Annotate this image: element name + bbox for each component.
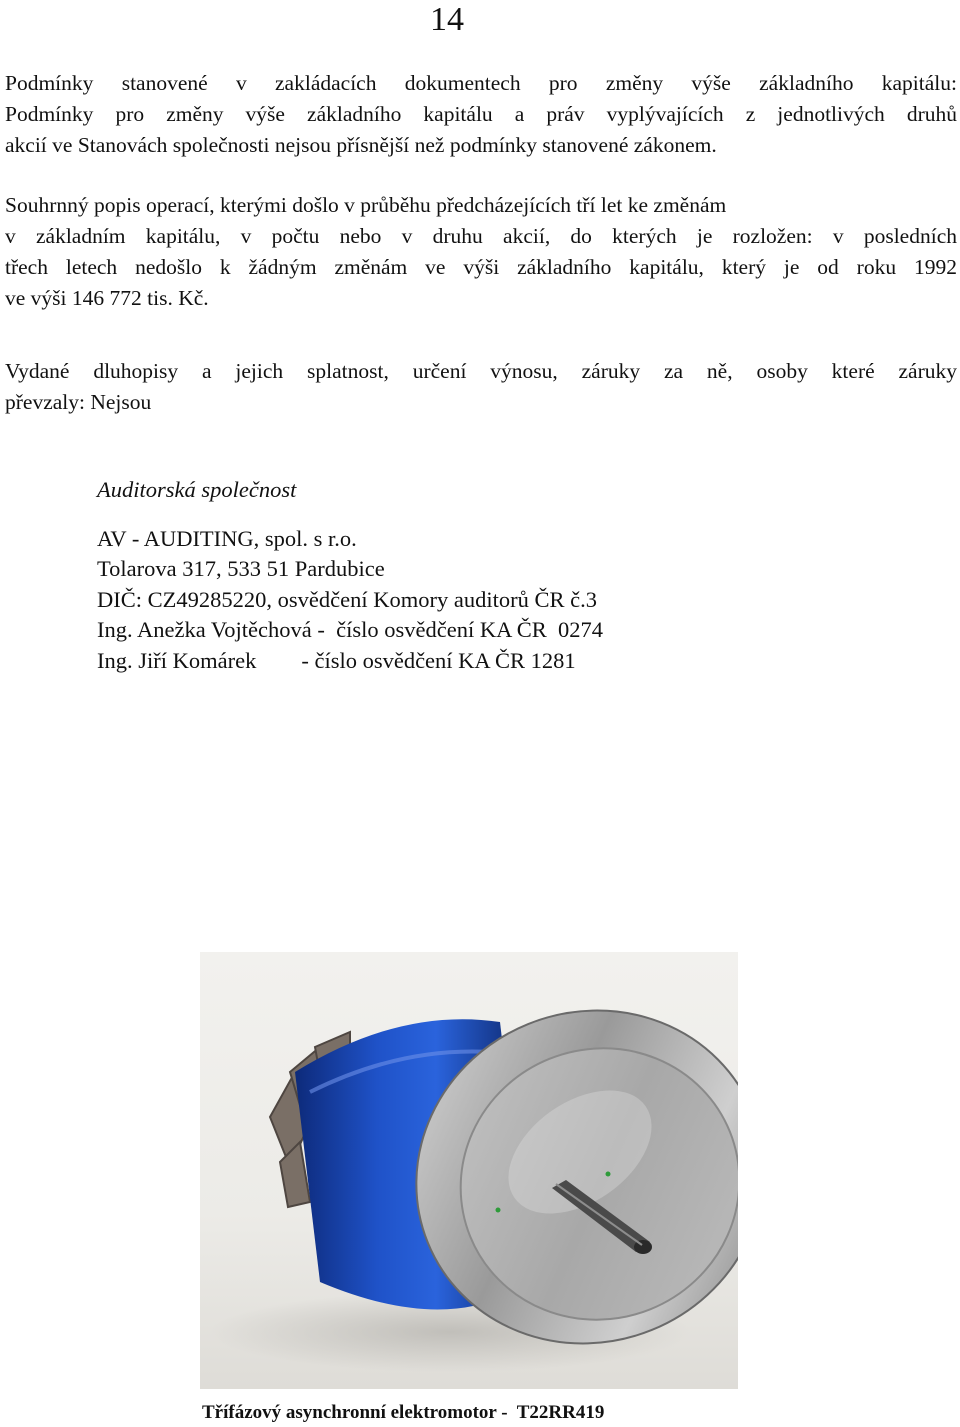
text-line: Souhrnný popis operací, kterými došlo v průběhu předcházejících tří let ke změnám xyxy=(5,193,727,217)
paragraph-capital-operations xyxy=(5,190,957,314)
page-number: 14 xyxy=(430,1,464,38)
auditor-line: Ing. Jiří Komárek - číslo osvědčení KA ČR 1281 xyxy=(97,647,576,673)
paragraph-bonds xyxy=(5,356,957,418)
auditor-line: Tolarova 317, 533 51 Pardubice xyxy=(97,556,385,581)
auditor-block xyxy=(97,475,603,676)
text-line: v základním kapitálu, v počtu nebo v druhu akcií, do kterých je rozložen: v posledních xyxy=(5,224,957,248)
text-line: ve výši 146 772 tis. Kč. xyxy=(5,286,209,310)
text-line: akcií ve Stanovách společnosti nejsou přísnější než podmínky stanovené zákonem. xyxy=(5,133,717,157)
text-line: třech letech nedošlo k žádným změnám ve výši základního kapitálu, který je od roku 1992 xyxy=(5,255,957,279)
photo-caption: Třífázový asynchronní elektromotor - T22RR419 xyxy=(202,1402,605,1423)
auditor-line: Ing. Anežka Vojtěchová - číslo osvědčení KA ČR 0274 xyxy=(97,617,603,642)
text-line: Vydané dluhopisy a jejich splatnost, určení výnosu, záruky za ně, osoby které záruky xyxy=(5,359,957,383)
electric-motor-photo xyxy=(200,952,738,1389)
text-line: Podmínky pro změny výše základního kapitálu a práv vyplývajících z jednotlivých druhů xyxy=(5,102,957,126)
text-line: převzaly: Nejsou xyxy=(5,390,152,414)
paragraph-share-capital-conditions xyxy=(5,68,957,161)
electric-motor-illustration xyxy=(200,952,738,1389)
auditor-heading: Auditorská společnost xyxy=(97,477,297,502)
auditor-line: DIČ: CZ49285220, osvědčení Komory auditorů ČR č.3 xyxy=(97,586,597,612)
auditor-line: AV - AUDITING, spol. s r.o. xyxy=(97,525,357,551)
text-line: Podmínky stanovené v zakládacích dokumentech pro změny výše základního kapitálu: xyxy=(5,71,957,95)
